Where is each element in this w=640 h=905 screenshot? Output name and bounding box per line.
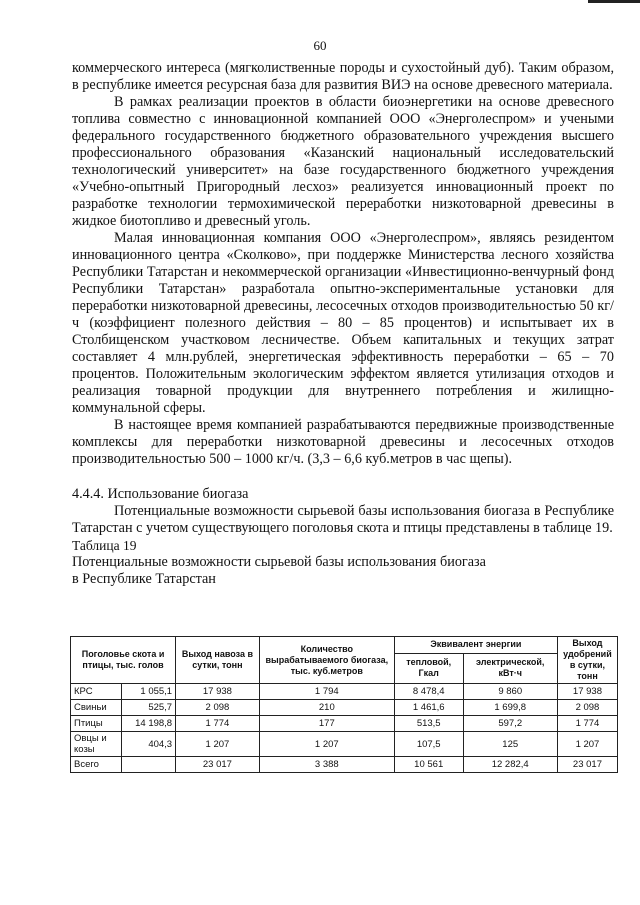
cell-name: Свиньи — [71, 700, 122, 716]
header-livestock: Поголовье скота и птицы, тыс. голов — [71, 637, 176, 684]
cell-electric: 125 — [463, 732, 557, 757]
cell-thermal: 1 461,6 — [394, 700, 463, 716]
cell-name: Птицы — [71, 716, 122, 732]
cell-heads: 404,3 — [122, 732, 176, 757]
paragraph-2: В рамках реализации проектов в области биоэнергетики на основе древесного топлива совместно с инновационной компанией ООО «Энерголеспром» и учеными федерального государственного бюджетного образовательного учреждения высшего профессионального образования «Казанский национальный исследовательский технологический университет» на базе государственного бюджетного учреждения «Учебно-опытный Пригородный лесхоз» реализуется инновационный проект по разработке технологии термохимической переработки низкотоварной древесины в жидкое биотопливо и древесный уголь. — [72, 94, 614, 229]
table-total-row — [71, 757, 618, 773]
table-row — [71, 716, 618, 732]
header-thermal: тепловой, Гкал — [394, 653, 463, 683]
header-biogas: Количество вырабатываемого биогаза, тыс. куб.метров — [259, 637, 394, 684]
table-row — [71, 732, 618, 757]
header-manure: Выход навоза в сутки, тонн — [176, 637, 260, 684]
section-paragraph: Потенциальные возможности сырьевой базы использования биогаза в Республике Татарстан с учетом существующего поголовья скота и птицы представлены в таблице 19. — [72, 503, 614, 536]
header-energy-equivalent: Эквивалент энергии — [394, 637, 557, 654]
cell-electric: 1 699,8 — [463, 700, 557, 716]
page-edge-mark — [588, 0, 640, 3]
cell-heads: 1 055,1 — [122, 684, 176, 700]
cell-thermal: 10 561 — [394, 757, 463, 773]
cell-electric: 12 282,4 — [463, 757, 557, 773]
cell-name: Всего — [71, 757, 122, 773]
page-number: 60 — [313, 38, 327, 53]
cell-biogas: 177 — [259, 716, 394, 732]
cell-name: КРС — [71, 684, 122, 700]
table-row — [71, 684, 618, 700]
cell-biogas: 3 388 — [259, 757, 394, 773]
cell-thermal: 513,5 — [394, 716, 463, 732]
cell-heads: 525,7 — [122, 700, 176, 716]
cell-electric: 597,2 — [463, 716, 557, 732]
cell-heads — [122, 757, 176, 773]
cell-heads: 14 198,8 — [122, 716, 176, 732]
table-caption — [72, 554, 614, 588]
paragraph-3: Малая инновационная компания ООО «Энерголеспром», являясь резидентом инновационного центра «Сколково», при поддержке Министерства лесного хозяйства Республики Татарстан и некоммерческой организации «Инвестиционно-венчурный фонд Республики Татарстан» разработала опытно-экспериментальные установки для переработки низкотоварной древесины, лесосечных отходов производительностью 50 кг/ч (коэффициент полезного действия – 80 – 85 процентов) и испытывает их в Столбищенском участковом лесничестве. Объем капитальных и текущих затрат составляет 4 млн.рублей, энергетическая эффективность переработки – 65 – 70 процентов. Положительным экологическим эффектом является утилизация отходов и реализация товарной продукции для внутреннего потребления и жилищно-коммунальной сферы. — [72, 230, 614, 416]
header-electric: электрической, кВт·ч — [463, 653, 557, 683]
cell-biogas: 1 207 — [259, 732, 394, 757]
section-heading: 4.4.4. Использование биогаза — [72, 486, 249, 502]
document-body — [72, 60, 614, 588]
cell-manure: 23 017 — [176, 757, 260, 773]
cell-biogas: 1 794 — [259, 684, 394, 700]
cell-fertilizer: 17 938 — [557, 684, 617, 700]
cell-manure: 2 098 — [176, 700, 260, 716]
cell-fertilizer: 1 774 — [557, 716, 617, 732]
cell-biogas: 210 — [259, 700, 394, 716]
cell-fertilizer: 23 017 — [557, 757, 617, 773]
cell-manure: 1 207 — [176, 732, 260, 757]
cell-manure: 17 938 — [176, 684, 260, 700]
table-label: Таблица 19 — [72, 538, 137, 553]
table-caption-line-2: в Республике Татарстан — [72, 571, 216, 587]
cell-electric: 9 860 — [463, 684, 557, 700]
header-fertilizer: Выход удобрений в сутки, тонн — [557, 637, 617, 684]
cell-thermal: 107,5 — [394, 732, 463, 757]
table-caption-line-1: Потенциальные возможности сырьевой базы использования биогаза — [72, 554, 486, 570]
cell-fertilizer: 2 098 — [557, 700, 617, 716]
table-row — [71, 700, 618, 716]
cell-thermal: 8 478,4 — [394, 684, 463, 700]
cell-name: Овцы и козы — [71, 732, 122, 757]
paragraph-4: В настоящее время компанией разрабатываются передвижные производственные комплексы для переработки низкотоварной древесины и лесосечных отходов производительностью 500 – 1000 кг/ч. (3,3 – 6,6 куб.метров в час щепы). — [72, 417, 614, 467]
biogas-table — [70, 636, 618, 773]
cell-fertilizer: 1 207 — [557, 732, 617, 757]
cell-manure: 1 774 — [176, 716, 260, 732]
paragraph-1: коммерческого интереса (мягколиственные породы и сухостойный дуб). Таким образом, в республике имеется ресурсная база для развития ВИЭ на основе древесного материала. — [72, 60, 614, 93]
